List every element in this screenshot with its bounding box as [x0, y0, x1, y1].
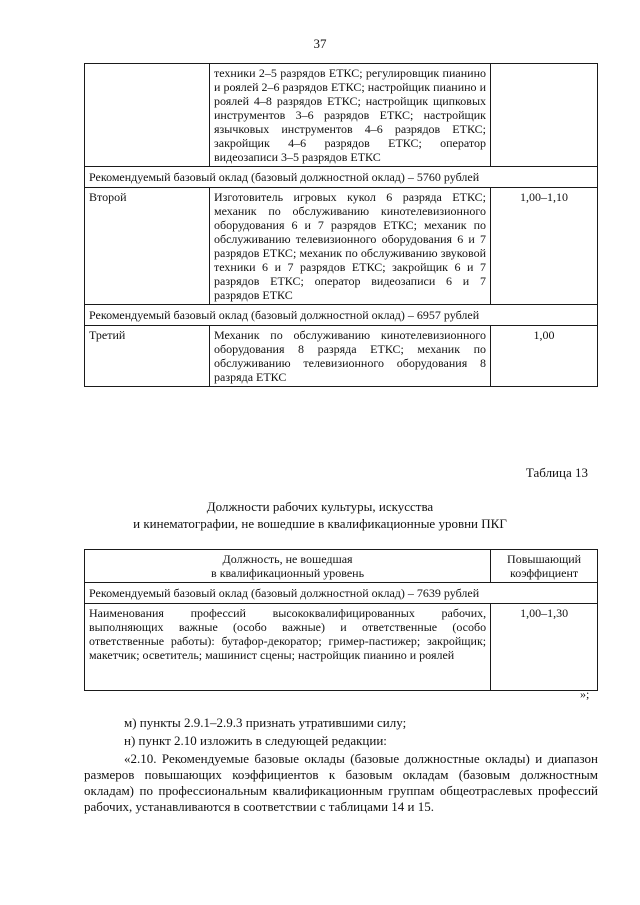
coefficient-cell: 1,00–1,30 — [491, 604, 598, 691]
salary-cell: Рекомендуемый базовый оклад (базовый должностной оклад) – 7639 рублей — [85, 583, 598, 604]
table-row — [85, 64, 598, 167]
description-cell: Наименования профессий высококвалифицированных рабочих, выполняющих важные (особо важные) и ответственные (особо ответственные работы): бутафор-декоратор; гример-пастижер; закройщик; макетчик; осветитель; машинист сцены; настройщик пианино и роялей — [85, 604, 491, 691]
table-row — [85, 188, 598, 305]
table-row — [85, 604, 598, 691]
description-cell: техники 2–5 разрядов ЕТКС; регулировщик пианино и роялей 2–6 разрядов ЕТКС; настройщик пианино и роялей 4–8 разрядов ЕТКС; настройщик щипковых инструментов 3–6 разрядов ЕТКС; настройщик язычковых инструментов 4–6 разрядов ЕТКС; закройщик 4–6 разрядов ЕТКС; оператор видеозаписи 3–5 разрядов ЕТКС — [210, 64, 491, 167]
salary-row — [85, 583, 598, 604]
item-m: м) пункты 2.9.1–2.9.3 признать утратившими силу; — [124, 715, 407, 730]
coefficient-cell: 1,00 — [491, 326, 598, 387]
table-header-row — [85, 550, 598, 583]
header-position: Должность, не вошедшая в квалификационный уровень — [85, 550, 491, 583]
table-title-line: Должности рабочих культуры, искусства — [206, 499, 434, 514]
level-cell: Третий — [85, 326, 210, 387]
salary-cell: Рекомендуемый базовый оклад (базовый должностной оклад) – 6957 рублей — [85, 305, 598, 326]
description-cell: Изготовитель игровых кукол 6 разряда ЕТКС; механик по обслуживанию кинотелевизионного оборудования 6 и 7 разрядов ЕТКС; механик по обслуживанию телевизионного оборудования 6 и 7 разрядов ЕТКС; механик по обслуживанию звуковой техники 6 и 7 разрядов ЕТКС; закройщик 6 и 7 разрядов ЕТКС; оператор видеозаписи 6 и 7 разрядов ЕТКС — [210, 188, 491, 305]
salary-row — [85, 305, 598, 326]
qualification-levels-table — [84, 63, 598, 387]
coefficient-cell: 1,00–1,10 — [491, 188, 598, 305]
table-title — [0, 498, 640, 532]
level-cell — [85, 64, 210, 167]
header-coefficient: Повышающий коэффициент — [491, 550, 598, 583]
level-cell: Второй — [85, 188, 210, 305]
table-label: Таблица 13 — [525, 465, 588, 480]
coefficient-cell — [491, 64, 598, 167]
closing-quote: »; — [580, 687, 590, 701]
table-title-line: и кинематографии, не вошедшие в квалификационные уровни ПКГ — [133, 516, 507, 531]
positions-table — [84, 549, 598, 691]
page-number: 37 — [313, 36, 327, 51]
description-cell: Механик по обслуживанию кинотелевизионного оборудования 8 разряда ЕТКС; механик по обслуживанию телевизионного оборудования 8 разряда ЕТКС — [210, 326, 491, 387]
item-text: «2.10. Рекомендуемые базовые оклады (базовые должностные оклады) и диапазон размеров повышающих коэффициентов к базовым окладам (базовым должностным окладам) по профессиональным квалификационным группам общеотраслевых профессий рабочих, устанавливаются в соответствии с таблицами 14 и 15. — [84, 751, 598, 814]
salary-cell: Рекомендуемый базовый оклад (базовый должностной оклад) – 5760 рублей — [85, 167, 598, 188]
salary-row — [85, 167, 598, 188]
item-n: н) пункт 2.10 изложить в следующей редакции: — [124, 733, 387, 748]
table-row — [85, 326, 598, 387]
